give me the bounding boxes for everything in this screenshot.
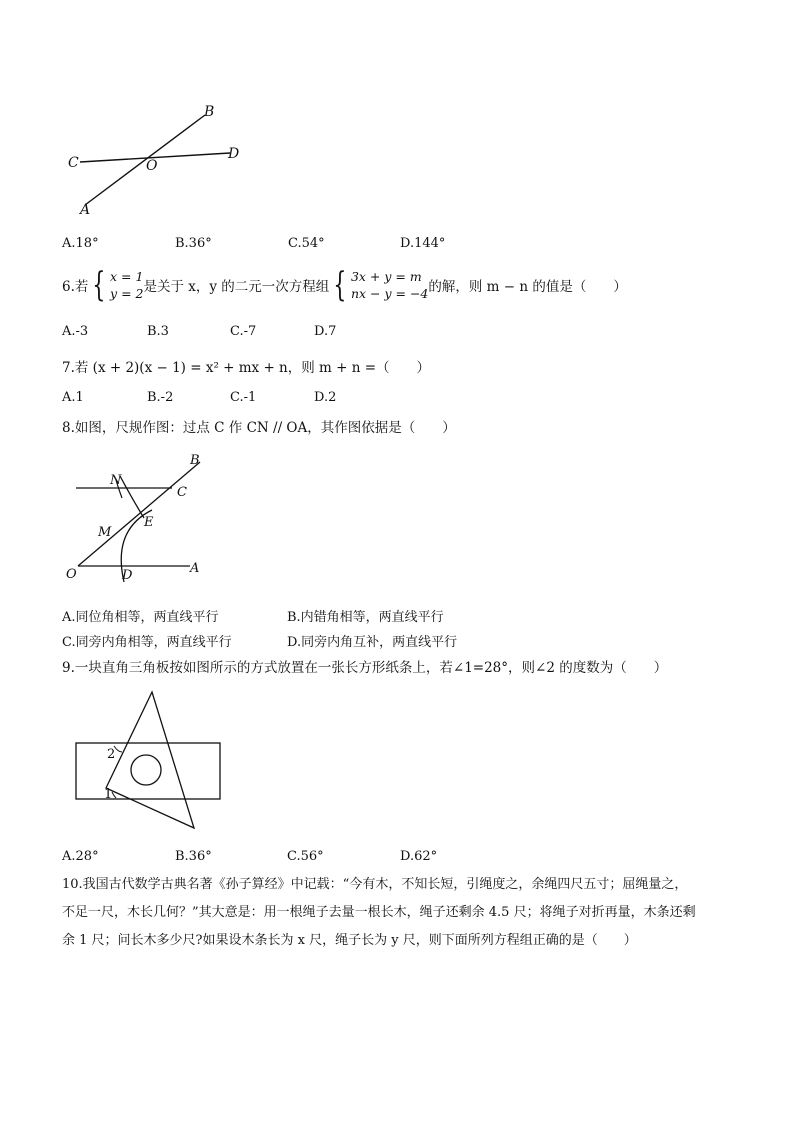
q6-stem	[62, 265, 627, 305]
q6-suffix: 的解，则 m − n 的值是（ ）	[428, 279, 627, 295]
q8-option-d: D.同旁内角互补，两直线平行	[287, 635, 458, 650]
q6-sys1-eq1: x = 1	[110, 269, 144, 284]
q7-stem: 7.若 (x + 2)(x − 1) = x² + mx + n，则 m + n =（ ）	[62, 360, 431, 376]
q9-option-d: D.62°	[400, 849, 438, 864]
q6-sys2-eq2: nx − y = −4	[350, 286, 429, 301]
q6-option-a: A.-3	[62, 324, 89, 339]
ray-ob	[78, 462, 200, 566]
q6-sys1-eq2: y = 2	[110, 286, 144, 301]
label-b: B	[190, 453, 200, 468]
label-m: M	[98, 525, 112, 540]
label-c: C	[68, 155, 79, 171]
q5-option-a: A.18°	[62, 236, 99, 251]
q8-option-c: C.同旁内角相等，两直线平行	[62, 635, 232, 650]
q9-stem: 9.一块直角三角板按如图所示的方式放置在一张长方形纸条上，若∠1=28°，则∠2 的度数为（ ）	[62, 660, 668, 676]
q9-option-b: B.36°	[175, 849, 212, 864]
q5-option-d: D.144°	[400, 236, 446, 251]
q10-line-1: 10.我国古代数学古典名著《孙子算经》中记载：“今有木，不知长短，引绳度之，余绳四尺五寸；屈绳量之，	[62, 877, 688, 892]
q6-option-c: C.-7	[230, 324, 257, 339]
label-d: D	[122, 568, 133, 583]
q10-line-2: 不足一尺，木长几何？”其大意是：用一根绳子去量一根长木，绳子还剩余 4.5 尺；将绳子对折再量，木条还剩	[62, 905, 696, 920]
label-o: O	[146, 158, 158, 174]
q8-option-b: B.内错角相等，两直线平行	[287, 610, 444, 625]
set-square-hole	[131, 755, 161, 785]
q6-brace-2: {	[333, 265, 347, 305]
angle-1-label: 1	[104, 787, 113, 802]
q10-line-3: 余 1 尺；问长木多少尺?如果设木条长为 x 尺，绳子长为 y 尺，则下面所列方程组正确的是（ ）	[62, 933, 637, 948]
q5-option-b: B.36°	[175, 236, 212, 251]
q5-option-c: C.54°	[288, 236, 325, 251]
q9-figure	[70, 688, 230, 838]
q6-prefix: 6.若	[62, 279, 89, 295]
label-e: E	[144, 515, 154, 530]
q9-option-a: A.28°	[62, 849, 99, 864]
q6-option-d: D.7	[314, 324, 337, 339]
q7-option-b: B.-2	[147, 390, 174, 405]
q7-option-a: A.1	[62, 390, 84, 405]
q6-sys2-eq1: 3x + y = m	[350, 269, 422, 284]
q6-mid: 是关于 x，y 的二元一次方程组	[143, 279, 330, 295]
label-c: C	[177, 485, 187, 500]
paper-strip	[76, 743, 220, 799]
q7-option-c: C.-1	[230, 390, 257, 405]
label-a: A	[190, 561, 200, 576]
label-d: D	[228, 146, 240, 162]
q8-figure	[62, 450, 222, 590]
q5-figure	[60, 100, 260, 220]
q6-system-1	[110, 268, 143, 302]
q9-option-c: C.56°	[287, 849, 324, 864]
q6-option-b: B.3	[147, 324, 169, 339]
set-square	[106, 692, 194, 828]
label-o: O	[66, 567, 77, 582]
arc-cn	[120, 476, 144, 518]
label-b: B	[204, 104, 215, 120]
label-n: N	[110, 473, 122, 488]
q6-system-2	[351, 268, 428, 302]
q7-option-d: D.2	[314, 390, 337, 405]
q8-stem: 8.如图，尺规作图：过点 C 作 CN // OA，其作图依据是（ ）	[62, 420, 456, 436]
label-a: A	[80, 202, 91, 218]
q8-option-a: A.同位角相等，两直线平行	[62, 610, 219, 625]
q6-brace-1: {	[92, 265, 106, 305]
angle-2-label: 2	[107, 747, 116, 762]
